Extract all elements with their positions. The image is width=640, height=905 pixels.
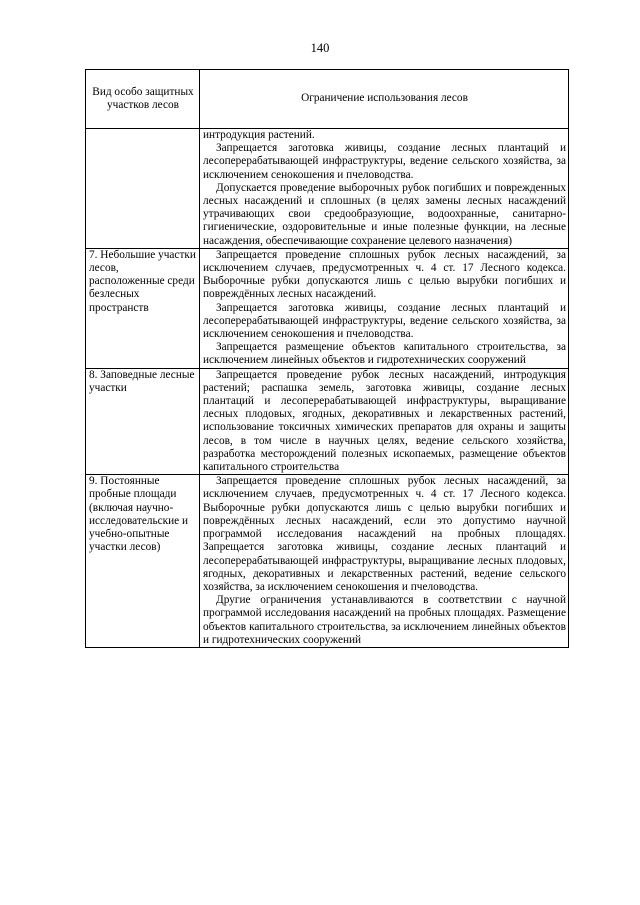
row-kind: 8. Заповедные лесные участки <box>86 368 200 475</box>
row-restriction <box>200 368 569 475</box>
table-row <box>86 248 569 368</box>
row-restriction <box>200 248 569 368</box>
paragraph: Другие ограничения устанавливаются в соответствии с научной программой исследования насаждений на пробных площадях. Размещение объектов капитального строительства, за исключением линейных объектов и гидротехнических сооружений <box>203 594 566 646</box>
paragraph: Запрещается проведение сплошных рубок лесных насаждений, за исключением случаев, предусмотренных ч. 4 ст. 17 Лесного кодекса. Выборочные рубки допускаются лишь с целью вырубки погибших и повреждённых лесных насаждений, если это допустимо научной программой исследования насаждений на пробных площадях. Запрещается заготовка живицы, создание лесных плантаций и лесоперерабатывающей инфраструктуры, выращивание лесных плодовых, ягодных, декоративных и лекарственных растений, ведение сельского хозяйства, за исключением сенокошения и пчеловодства. <box>203 475 566 593</box>
row-kind: 7. Небольшие участки лесов, расположенные среди безлесных пространств <box>86 248 200 368</box>
paragraph: Допускается проведение выборочных рубок погибших и поврежденных лесных насаждений и сплошных (в целях замены лесных насаждений утрачивающих свои средообразующие, водоохранные, санитарно-гигиенические, оздоровительные и иные полезные функции, на лесные насаждения, обеспечивающие сохранение целевого назначения) <box>203 181 566 247</box>
header-kind: Вид особо защитных участков лесов <box>86 70 200 129</box>
paragraph: Запрещается размещение объектов капитального строительства, за исключением линейных объектов и гидротехнических сооружений <box>203 341 566 367</box>
table-header-row <box>86 70 569 129</box>
paragraph: интродукция растений. <box>203 129 315 141</box>
row-restriction <box>200 129 569 249</box>
row-restriction <box>200 475 569 648</box>
header-restriction: Ограничение использования лесов <box>200 70 569 129</box>
table-row <box>86 475 569 648</box>
paragraph: Запрещается заготовка живицы, создание лесных плантаций и лесоперерабатывающей инфраструктуры, ведение сельского хозяйства, за исключением сенокошения и пчеловодства. <box>203 142 566 181</box>
table-row <box>86 368 569 475</box>
paragraph: Запрещается проведение сплошных рубок лесных насаждений, за исключением случаев, предусмотренных ч. 4 ст. 17 Лесного кодекса. Выборочные рубки допускаются лишь с целью вырубки погибших и повреждённых лесных насаждений. <box>203 248 566 301</box>
row-kind <box>86 129 200 249</box>
paragraph: Запрещается проведение рубок лесных насаждений, интродукция растений; распашка земель, заготовка живицы, создание лесных плантаций и лесоперерабатывающей инфраструктуры, выращивание лесных плодовых, ягодных, декоративных и лекарственных растений, использование токсичных химических препаратов для охраны и защиты лесов, в том числе в научных целях, ведение сельского хозяйства, разработка месторождений полезных ископаемых, размещение объектов капитального строительства <box>203 368 566 474</box>
table-row <box>86 129 569 249</box>
page-number: 140 <box>310 41 330 55</box>
restrictions-table <box>85 69 569 648</box>
row-kind: 9. Постоянные пробные площади (включая научно-исследовательские и учебно-опытные участки лесов) <box>86 475 200 648</box>
paragraph: Запрещается заготовка живицы, создание лесных плантаций и лесоперерабатывающей инфраструктуры, ведение сельского хозяйства, за исключением сенокошения и пчеловодства. <box>203 301 566 341</box>
